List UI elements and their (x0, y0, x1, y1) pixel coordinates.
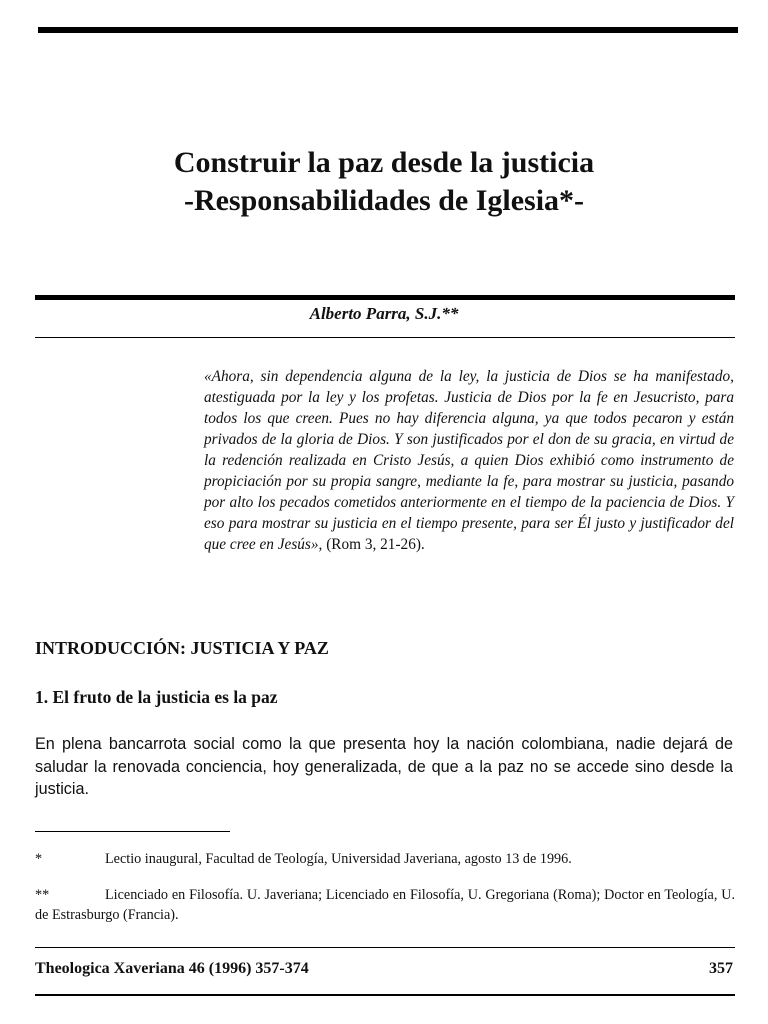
section-heading: INTRODUCCIÓN: JUSTICIA Y PAZ (35, 638, 329, 658)
footnote-2-text: Licenciado en Filosofía. U. Javeriana; Licenciado en Filosofía, U. Gregoriana (Roma); Doctor en Teología, U. de Estrasburgo (Francia). (35, 887, 735, 923)
article-title (0, 144, 768, 220)
footnote-1-text: Lectio inaugural, Facultad de Teología, Universidad Javeriana, agosto 13 de 1996. (105, 851, 572, 867)
footnote-2 (35, 885, 735, 925)
subsection-heading: 1. El fruto de la justicia es la paz (35, 687, 278, 707)
footnote-separator (35, 831, 230, 832)
epigraph-text: «Ahora, sin dependencia alguna de la ley, la justicia de Dios se ha manifestado, atestiguada por la ley y los profetas. Justicia de Dios por la fe en Jesucristo, para todos los que creen. Pues no hay diferencia alguna, ya que todos pecaron y están privados de la gloria de Dios. Y son justificados por el don de su gracia, en virtud de la redención realizada en Cristo Jesús, a quien Dios exhibió como instrumento de propiciación por su propia sangre, mediante la fe, para mostrar su justicia, pasando por alto los pecados cometidos anteriormente en el tiempo de la paciencia de Dios. Y eso para mostrar su justicia en el tiempo presente, para ser Él justo y justificador del que cree en Jesús», (204, 368, 734, 553)
body-paragraph: En plena bancarrota social como la que presenta hoy la nación colombiana, nadie dejará de saludar la renovada conciencia, hoy generalizada, de que a la paz no se accede sino desde la justicia. (35, 735, 733, 798)
footnote-2-mark: ** (35, 887, 50, 903)
title-line-1: Construir la paz desde la justicia (173, 146, 595, 179)
footnote-1-mark: * (35, 851, 43, 867)
title-line-2: -Responsabilidades de Iglesia*- (183, 184, 585, 217)
page-number: 357 (709, 960, 733, 977)
footer-bottom-rule (35, 994, 735, 996)
author-bottom-rule (35, 337, 735, 338)
author-name: Alberto Parra, S.J.** (309, 304, 459, 323)
author-top-rule (35, 295, 735, 300)
top-rule (38, 27, 738, 33)
journal-citation: Theologica Xaveriana 46 (1996) 357-374 (35, 960, 309, 977)
epigraph-citation: (Rom 3, 21-26). (326, 536, 425, 553)
footnote-1 (35, 849, 735, 869)
epigraph-quote (204, 366, 734, 555)
footer-top-rule (35, 947, 735, 948)
